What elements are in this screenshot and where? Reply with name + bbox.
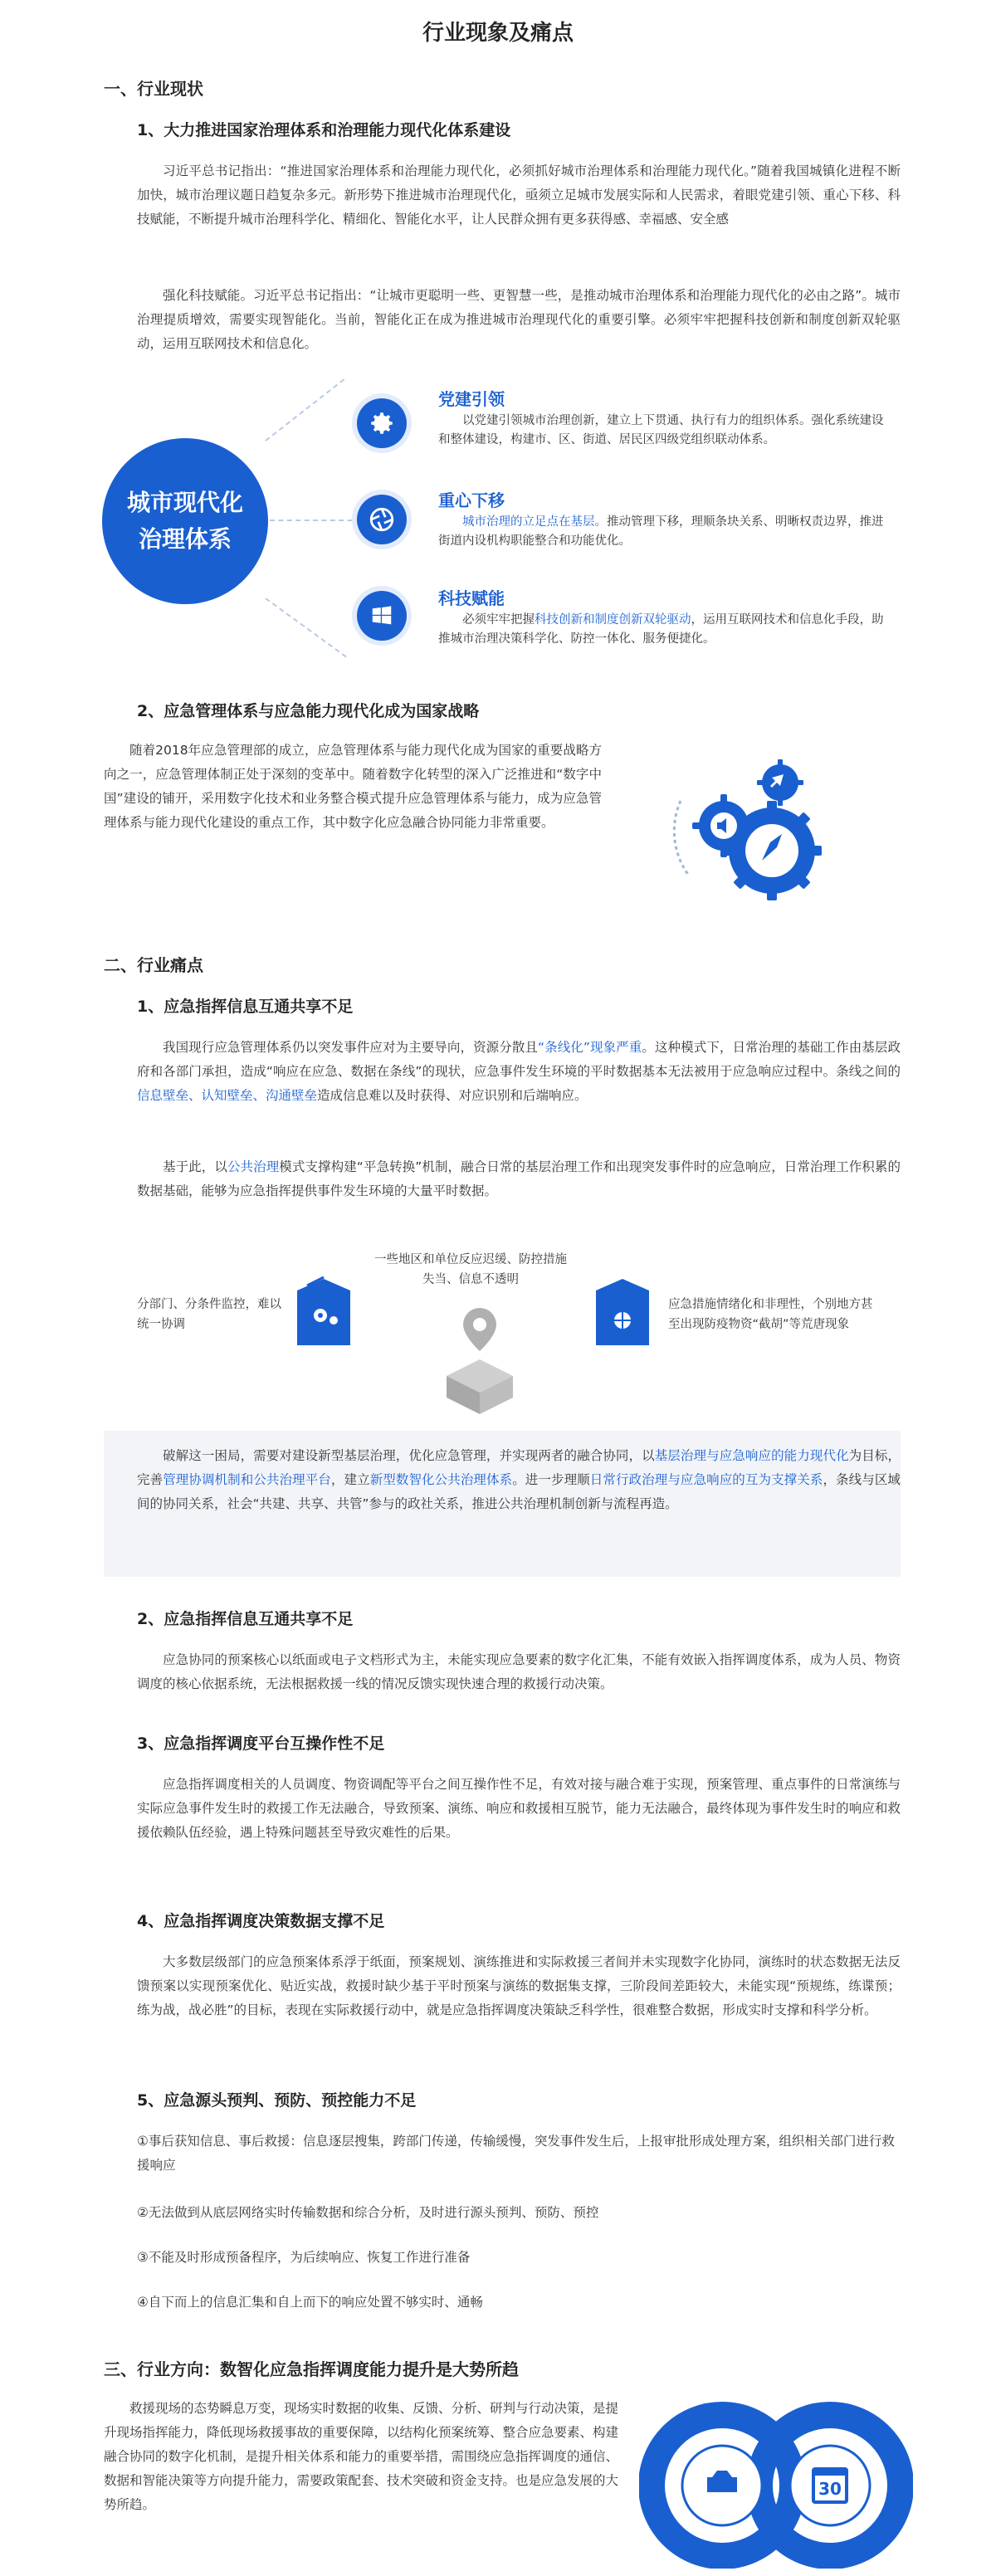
paragraph: 救援现场的态势瞬息万变，现场实时数据的收集、反馈、分析、研判与行动决策，是提升现场指挥能力，降低现场救援事故的重要保障，以结构化预案统筹、整合应急要素、构建融合协同的数字化机制，是提升相关体系和能力的重要举措，需围绕应急指挥调度的通信、数据和智能决策等方向提升能力，需要政策配套、技术突破和资金支持。也是应急发展的大势所趋。 (104, 2401, 619, 2512)
paragraph (137, 1036, 901, 1108)
gear-icon (357, 398, 407, 448)
section-heading-direction: 三、行业方向：数智化应急指挥调度能力提升是大势所趋 (104, 2359, 519, 2379)
paragraph: 随着2018年应急管理部的成立，应急管理体系与能力现代化成为国家的重要战略方向之一，应急管理体制正处于深刻的变革中。随着数字化转型的深入广泛推进和“数字中国”建设的铺开，采用数字化技术和业务整合模式提升应急管理体系与能力，成为应急管理体系与能力现代化建设的重点工作，其中数字化应急融合协同能力非常重要。 (104, 743, 602, 830)
page-title: 行业现象及痛点 (422, 21, 574, 46)
connector-line (265, 378, 344, 441)
highlight: “条线化”现象严重 (538, 1040, 642, 1055)
feature-text (438, 513, 886, 551)
box-paragraph (137, 1444, 901, 1516)
feature-title: 科技赋能 (438, 588, 505, 608)
highlight: 新型数智化公共治理体系 (369, 1472, 513, 1487)
subheading: 5、应急源头预判、预防、预控能力不足 (137, 2091, 417, 2110)
center-label: 城市现代化 (126, 489, 243, 516)
globe-shield-icon (589, 1274, 656, 1357)
highlight: 信息壁垒、认知壁垒、沟通壁垒 (137, 1088, 318, 1103)
subheading: 1、应急指挥信息互通共享不足 (137, 998, 354, 1016)
text: ，条线与区域间的协同关系，社会“共建、共享、共管”参与的政社关系，推进公共治理机制创新与流程再造。 (137, 1472, 901, 1511)
subheading-strategy: 2、应急管理体系与应急能力现代化成为国家战略 (137, 702, 480, 720)
calendar-icon: 30 (818, 2479, 842, 2499)
aperture-icon (357, 495, 407, 544)
paragraph: 应急指挥调度相关的人员调度、物资调配等平台之间互操作性不足，有效对接与融合难于实现，预案管理、重点事件的日常演练与实际应急事件发生时的救援工作无法融合，导致预案、演练、响应和救援相互脱节，能力无法融合，最终体现为事件发生时的响应和救援依赖队伍经验，遇上特殊问题甚至导致灾难性的后果。 (137, 1777, 901, 1840)
feature-title: 党建引领 (438, 389, 505, 409)
highlight: 日常行政治理与应急响应的互为支撑关系 (589, 1472, 823, 1487)
list-item: ③不能及时形成预备程序，为后续响应、恢复工作进行准备 (137, 2250, 471, 2265)
text: 。这种模式下，日常治理的基础工作由基层政府和各部门承担，造成“响应在应急、数据在条线”的现状，应急事件发生环境的平时数据基本无法被用于应急响应过程中。条线之间的 (137, 1040, 901, 1079)
paragraph: 习近平总书记指出：“推进国家治理体系和治理能力现代化，必须抓好城市治理体系和治理能力现代化。”随着我国城镇化进程不断加快，城市治理议题日趋复杂多元。新形势下推进城市治理现代化，亟须立足城市发展实际和人民需求，着眼党建引领、重心下移、科技赋能，不断提升城市治理科学化、精细化、智能化水平，让人民群众拥有更多获得感、幸福感、安全感 (137, 163, 901, 227)
highlight: 科技创新和制度创新双轮驱动 (535, 613, 691, 627)
paragraph (137, 1155, 901, 1203)
text: ，运用互联网技术和信息化手段，助推城市治理决策科学化、防控一体化、服务便捷化。 (438, 613, 884, 646)
paragraph: 应急协同的预案核心以纸面或电子文档形式为主，未能实现应急要素的数字化汇集，不能有效嵌入指挥调度体系，成为人员、物资调度的核心依据系统，无法根据救援一线的情况反馈实现快速合理的救援行动决策。 (137, 1652, 901, 1691)
subheading-governance: 1、大力推进国家治理体系和治理能力现代化体系建设 (137, 121, 511, 139)
feature-text (438, 611, 886, 649)
center-label: 治理体系 (138, 525, 232, 553)
connector-line (265, 598, 346, 657)
list-item: ②无法做到从底层网络实时传输数据和综合分析，及时进行源头预判、预防、预控 (137, 2205, 599, 2220)
text: 模式支撑构建“平急转换”机制，融合日常的基层治理工作和出现突发事件时的应急响应，日常治理工作积累的数据基础，能够为应急指挥提供事件发生环境的大量平时数据。 (137, 1159, 901, 1198)
text: 为目标，完善 (137, 1448, 901, 1487)
text: 我国现行应急管理体系仍以突发事件应对为主要导向，资源分散且 (163, 1040, 538, 1055)
subheading: 3、应急指挥调度平台互操作性不足 (137, 1734, 385, 1753)
text: 基于此，以 (163, 1159, 227, 1174)
text: 破解这一困局，需要对建设新型基层治理，优化应急管理，并实现两者的融合协同，以 (163, 1448, 655, 1463)
subheading: 2、应急指挥信息互通共享不足 (137, 1610, 354, 1628)
paragraph: 大多数层级部门的应急预案体系浮于纸面，预案规划、演练推进和实际救援三者间并未实现数字化协同，演练时的状态数据无法反馈预案以实现预案优化、贴近实战，救援时缺少基于平时预案与演练的数据集支撑，三阶段间差距较大，未能实现“预规练，练谍预；练为战，战必胜”的目标，表现在实际救援行动中，就是应急指挥调度决策缺乏科学性，很难整合数据，形成实时支撑和科学分析。 (137, 1954, 901, 2017)
text: 。进一步理顺 (512, 1472, 590, 1487)
feature-title: 重心下移 (438, 490, 505, 510)
highlight: 基层治理与应急响应的能力现代化 (654, 1448, 849, 1463)
list-item: ①事后获知信息、事后救援：信息逐层搜集，跨部门传递，传输缓慢，突发事件发生后，上报审批形成处理方案，组织相关部门进行救援响应 (137, 2134, 895, 2173)
highlight: 管理协调机制和公共治理平台 (163, 1472, 331, 1487)
text: ，建立 (330, 1472, 370, 1487)
text: 推动管理下移，理顺条块关系、明晰权责边界，推进街道内设机构职能整合和功能优化。 (438, 515, 884, 548)
text: 造成信息难以及时获得、对应识别和后端响应。 (317, 1088, 588, 1103)
paragraph: 强化科技赋能。习近平总书记指出：“让城市更聪明一些、更智慧一些，是推动城市治理体系和治理能力现代化的必由之路”。城市治理提质增效，需要实现智能化。当前，智能化正在成为推进城市治理现代化的重要引擎。必须牢牢把握科技创新和制度创新双轮驱动，运用互联网技术和信息化。 (137, 288, 901, 351)
connector-line (270, 520, 361, 521)
section-heading-status: 一、行业现状 (104, 79, 203, 99)
caption-right: 应急措施情绪化和非理性，个别地方甚至出现防疫物资“截胡”等荒唐现象 (668, 1298, 873, 1331)
text: 必须牢牢把握 (462, 613, 535, 627)
location-pin-icon (438, 1300, 530, 1416)
windows-icon (357, 591, 407, 641)
list-item: ④自下而上的信息汇集和自上而下的响应处置不够实时、通畅 (137, 2295, 483, 2310)
center-circle (102, 438, 268, 604)
caption-left: 分部门、分条件监控，难以统一协调 (137, 1298, 281, 1331)
section-heading-painpoints: 二、行业痛点 (104, 955, 203, 975)
rings-illustration (639, 2394, 913, 2569)
gears-illustration (664, 743, 830, 909)
subheading: 4、应急指挥调度决策数据支撑不足 (137, 1912, 385, 1930)
caption-middle: 一些地区和单位反应迟缓、防控措施失当、信息不透明 (374, 1253, 567, 1286)
shield-icon (290, 1274, 357, 1357)
feature-text: 以党建引领城市治理创新，建立上下贯通、执行有力的组织体系。强化系统建设和整体建设，构建市、区、街道、居民区四级党组织联动体系。 (438, 414, 884, 446)
highlight: 城市治理的立足点在基层。 (462, 515, 607, 529)
highlight: 公共治理 (227, 1159, 280, 1174)
